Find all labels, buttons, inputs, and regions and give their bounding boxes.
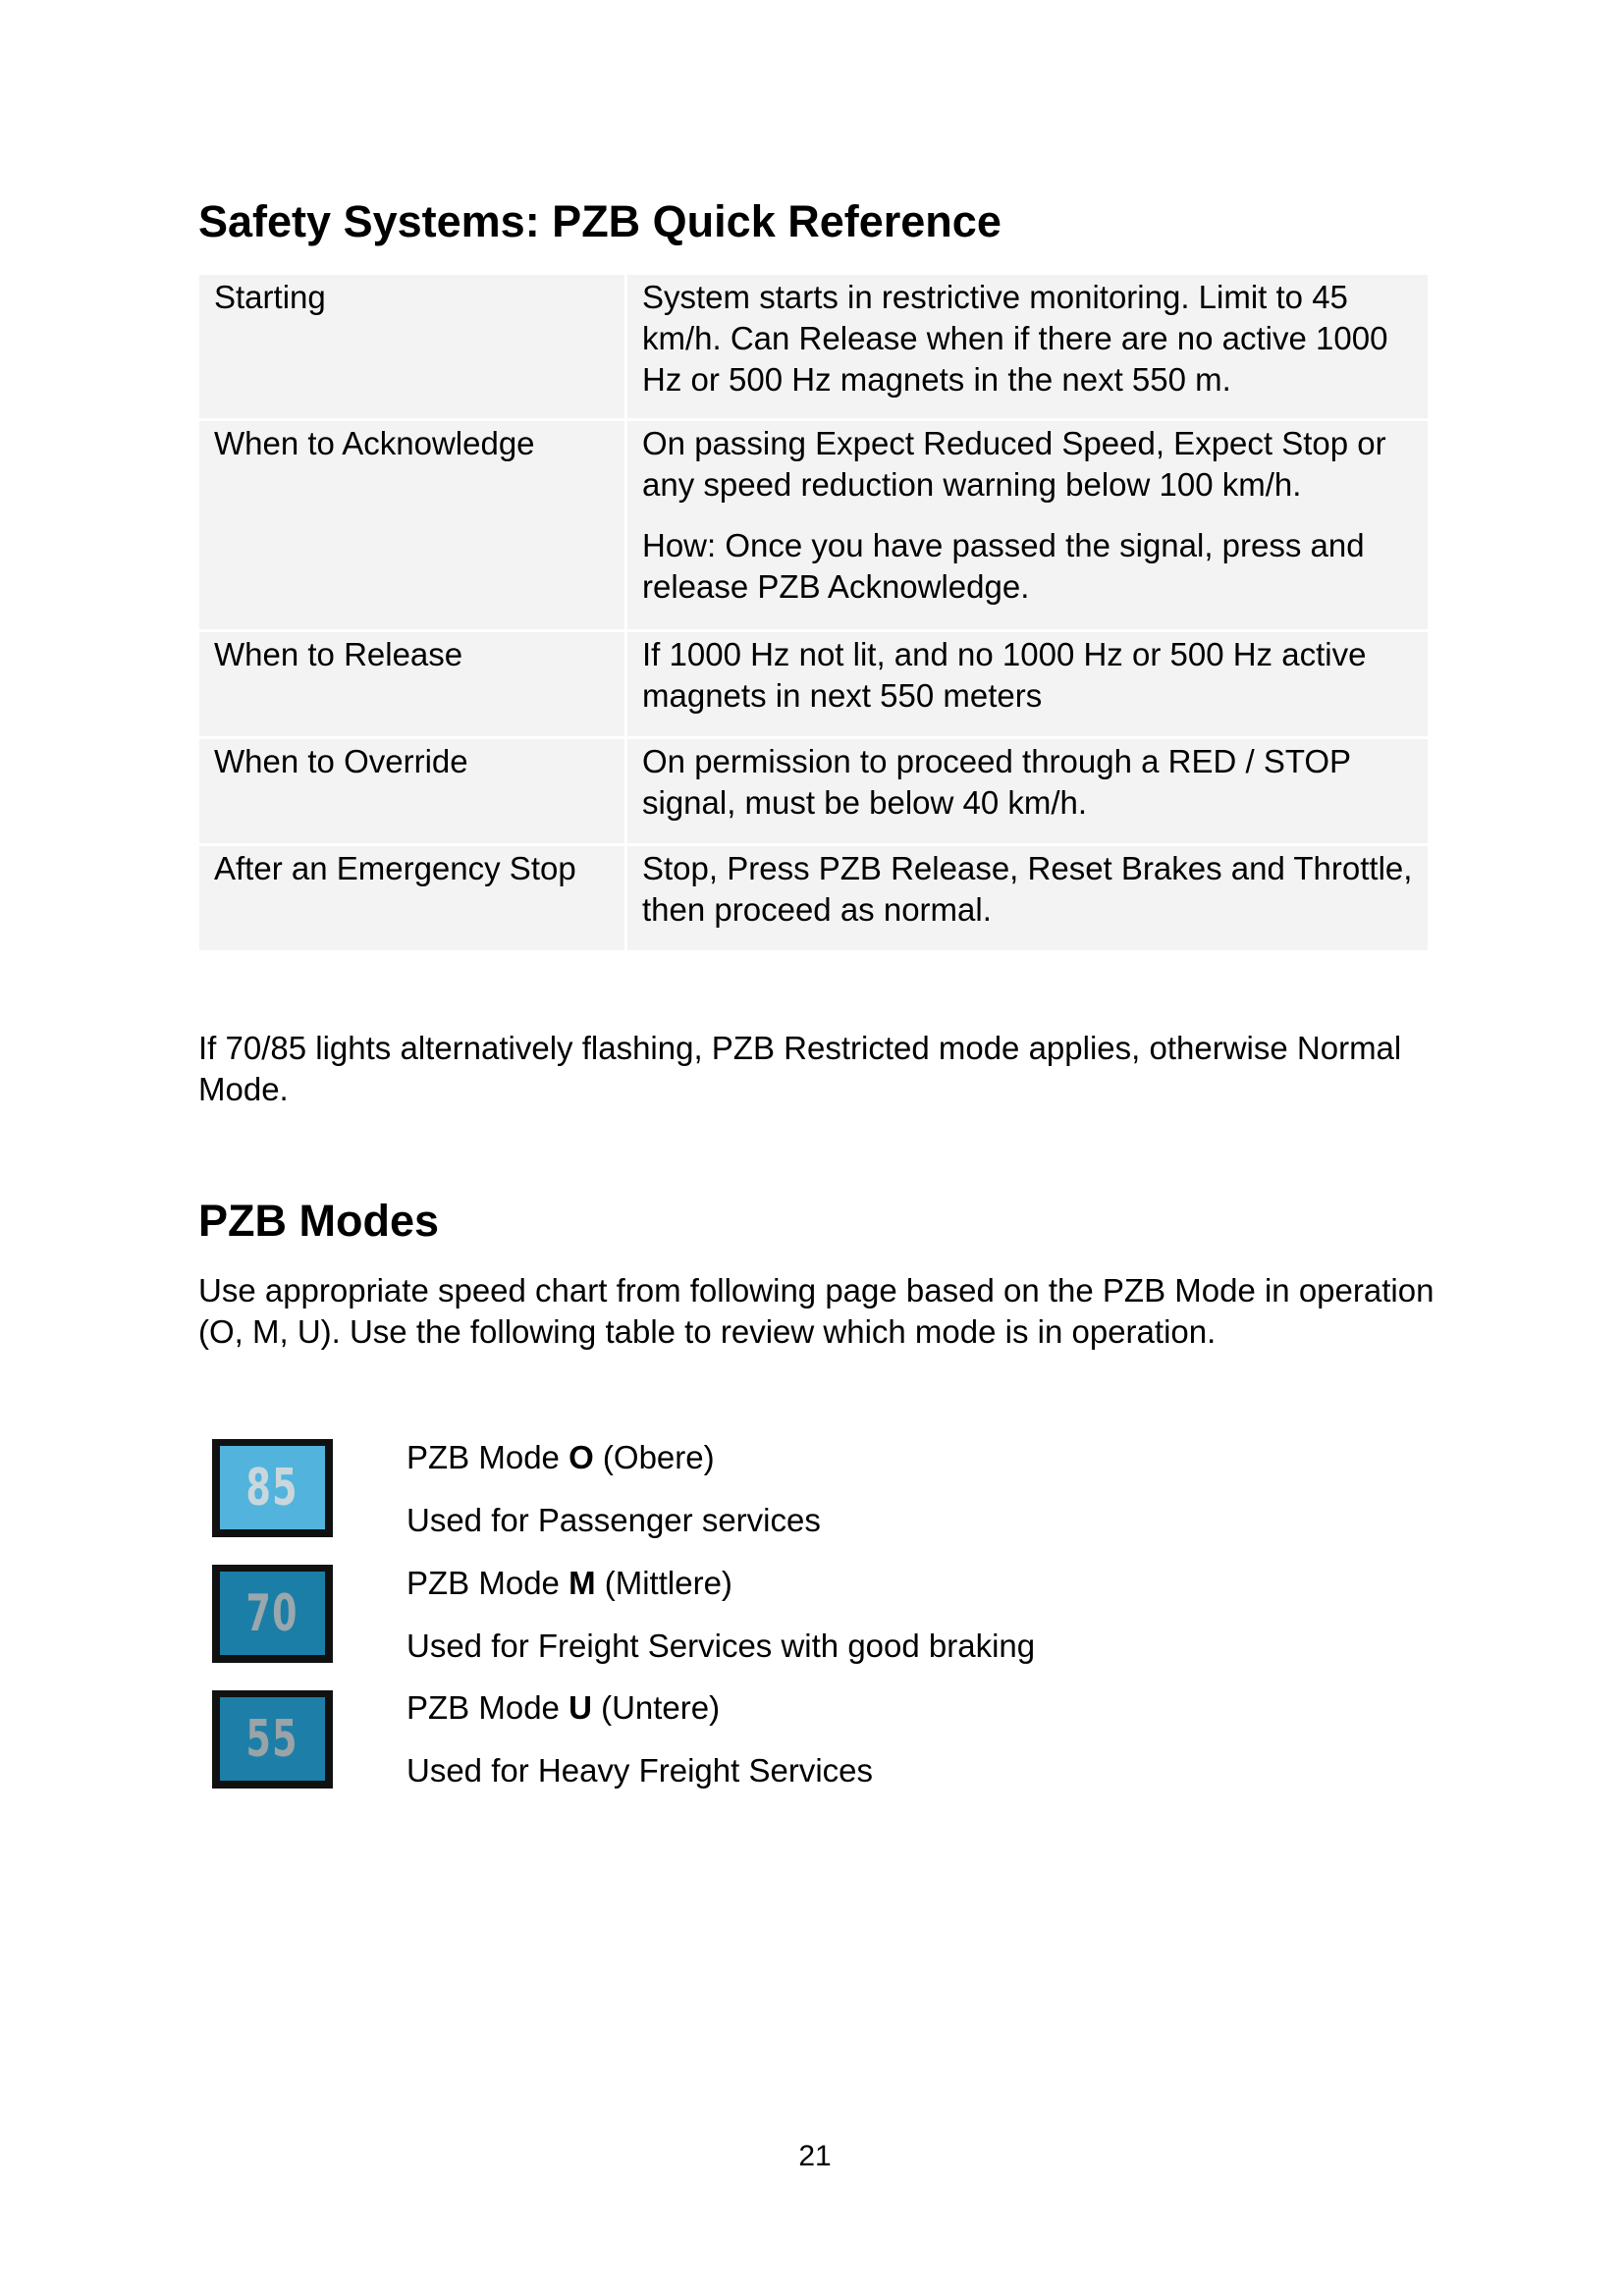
table-row xyxy=(199,632,1428,736)
mode-letter: M xyxy=(568,1565,596,1601)
mode-usage: Used for Freight Services with good braking xyxy=(406,1628,1036,1664)
display-screen xyxy=(220,1697,325,1781)
mode-suffix: (Obere) xyxy=(593,1439,715,1475)
speed-display-55-icon xyxy=(212,1690,333,1789)
table-row xyxy=(199,739,1428,843)
speed-display-85-icon xyxy=(212,1439,333,1537)
row-description xyxy=(627,739,1428,843)
description-paragraph: On permission to proceed through a RED / STOP signal, must be below 40 km/h. xyxy=(642,743,1351,821)
mode-suffix: (Mittlere) xyxy=(595,1565,732,1601)
mode-prefix: PZB Mode xyxy=(406,1689,569,1726)
mode-letter: O xyxy=(568,1439,594,1475)
description-paragraph: System starts in restrictive monitoring. Limit to 45 km/h. Can Release when if there are no active 1000 Hz or 500 Hz magnets in the next 550 m. xyxy=(642,279,1388,398)
row-description xyxy=(627,632,1428,736)
row-description xyxy=(627,421,1428,629)
row-description xyxy=(627,275,1428,418)
display-digits: 55 xyxy=(245,1709,299,1769)
section-title-pzb-modes: PZB Modes xyxy=(198,1196,440,1246)
row-label: When to Release xyxy=(199,632,624,736)
row-label: After an Emergency Stop xyxy=(199,846,624,950)
mode-prefix: PZB Mode xyxy=(406,1565,569,1601)
restricted-mode-note: If 70/85 lights alternatively flashing, PZB Restricted mode applies, otherwise Normal Mode. xyxy=(198,1030,1402,1107)
mode-name xyxy=(406,1437,715,1478)
display-digits: 85 xyxy=(245,1458,299,1518)
description-paragraph: On passing Expect Reduced Speed, Expect Stop or any speed reduction warning below 100 km/h. xyxy=(642,425,1386,503)
display-screen xyxy=(220,1446,325,1529)
table-row xyxy=(199,421,1428,629)
display-screen xyxy=(220,1572,325,1655)
speed-display-70-icon xyxy=(212,1565,333,1663)
row-label: When to Acknowledge xyxy=(199,421,624,629)
mode-letter: U xyxy=(568,1689,592,1726)
table-row xyxy=(199,275,1428,418)
row-description xyxy=(627,846,1428,950)
mode-name xyxy=(406,1687,720,1729)
pzb-reference-table xyxy=(196,272,1431,953)
page-number: 21 xyxy=(798,2140,832,2172)
description-paragraph: How: Once you have passed the signal, press and release PZB Acknowledge. xyxy=(642,527,1365,605)
display-digits: 70 xyxy=(245,1583,299,1643)
row-label: When to Override xyxy=(199,739,624,843)
page-title: Safety Systems: PZB Quick Reference xyxy=(198,196,1001,246)
row-label: Starting xyxy=(199,275,624,418)
mode-prefix: PZB Mode xyxy=(406,1439,569,1475)
mode-name xyxy=(406,1563,732,1604)
mode-suffix: (Untere) xyxy=(591,1689,721,1726)
description-paragraph: If 1000 Hz not lit, and no 1000 Hz or 500 Hz active magnets in next 550 meters xyxy=(642,636,1367,714)
mode-usage: Used for Heavy Freight Services xyxy=(406,1752,874,1789)
description-paragraph: Stop, Press PZB Release, Reset Brakes and Throttle, then proceed as normal. xyxy=(642,850,1413,928)
table-row xyxy=(199,846,1428,950)
modes-intro: Use appropriate speed chart from following page based on the PZB Mode in operation (O, M, U). Use the following table to review which mode is in operation. xyxy=(198,1272,1435,1350)
mode-usage: Used for Passenger services xyxy=(406,1502,821,1538)
